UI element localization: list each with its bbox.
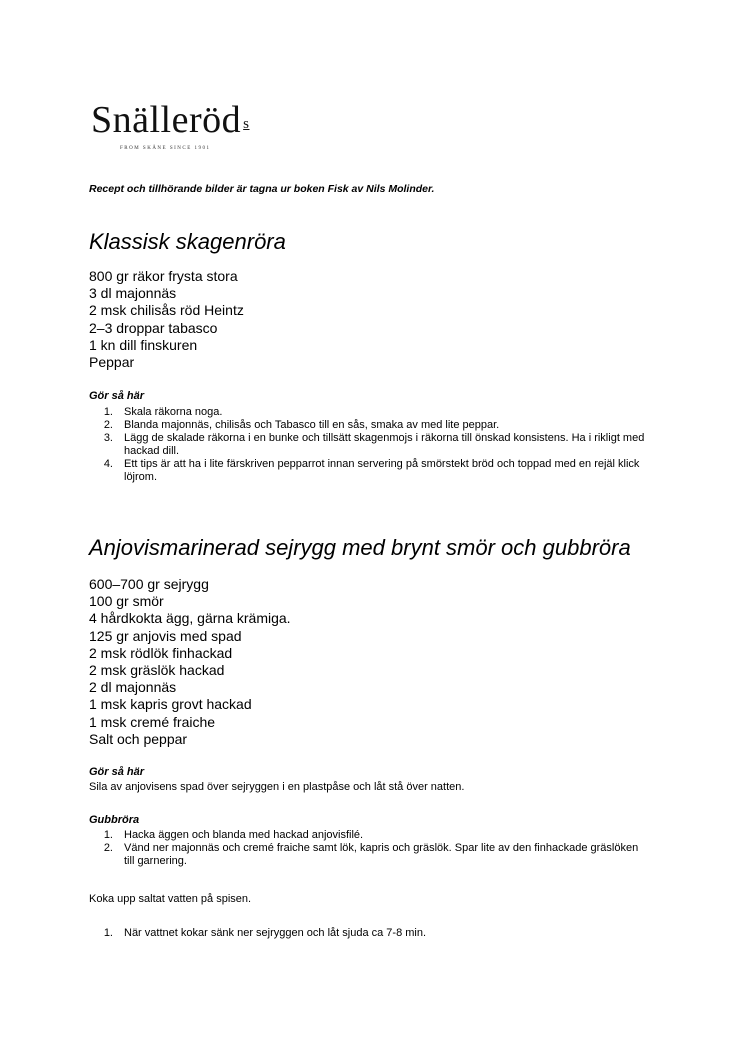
logo-suffix: s bbox=[243, 116, 250, 132]
ingredient-item: 1 msk kapris grovt hackad bbox=[89, 696, 252, 713]
ingredient-item: Peppar bbox=[89, 354, 135, 371]
recipe1-method-heading: Gör så här bbox=[89, 390, 145, 402]
ingredient-item: 2–3 droppar tabasco bbox=[89, 319, 218, 336]
ingredient-item: 1 kn dill finskuren bbox=[89, 336, 198, 353]
step-item: 2. Vänd ner majonnäs och cremé fraiche samt lök, kapris och gräslök. Spar lite av den finhackade gräslöken till garnering. bbox=[103, 842, 639, 867]
recipe2-title: Anjovismarinerad sejrygg med brynt smör och gubbröra bbox=[89, 535, 631, 560]
recipe1-ingredients bbox=[89, 268, 244, 371]
logo-tagline: FROM SKÅNE SINCE 1901 bbox=[120, 146, 211, 151]
ingredient-item: 1 msk cremé fraiche bbox=[89, 713, 216, 730]
ingredient-item: 2 msk gräslök hackad bbox=[89, 662, 225, 679]
step-item: 4. Ett tips är att ha i lite färskriven pepparrot innan servering på smörstekt bröd och toppad med en rejäl klick löjrom. bbox=[103, 458, 640, 483]
gubbrora-heading: Gubbröra bbox=[89, 814, 140, 826]
recipe1-title: Klassisk skagenröra bbox=[89, 229, 286, 254]
step-item: 3. Lägg de skalade räkorna i en bunke och tillsätt skagenmojs i räkorna till önskad konsistens. Ha i rikligt med hackad dill. bbox=[103, 432, 645, 457]
brand-logo bbox=[91, 100, 249, 151]
logo-wordmark: Snälleröd s bbox=[91, 99, 250, 141]
ingredient-item: 2 dl majonnäs bbox=[89, 679, 177, 696]
ingredient-item: 800 gr räkor frysta stora bbox=[89, 268, 238, 284]
source-note: Recept och tillhörande bilder är tagna ur boken Fisk av Nils Molinder. bbox=[89, 183, 435, 195]
step-item: 2. Blanda majonnäs, chilisås och Tabasco till en sås, smaka av med lite peppar. bbox=[103, 419, 500, 431]
gubbrora-steps bbox=[91, 829, 651, 868]
ingredient-item: 2 msk rödlök finhackad bbox=[89, 644, 233, 661]
ingredient-item: 3 dl majonnäs bbox=[89, 285, 177, 302]
step-item: 1. När vattnet kokar sänk ner sejryggen och låt sjuda ca 7-8 min. bbox=[103, 927, 427, 939]
step-item: 1. Hacka äggen och blanda med hackad anjovisfilé. bbox=[103, 829, 364, 841]
step-item: 1. Skala räkorna noga. bbox=[103, 406, 223, 418]
recipe2-method-heading: Gör så här bbox=[89, 766, 145, 778]
ingredient-item: 4 hårdkokta ägg, gärna krämiga. bbox=[89, 610, 291, 627]
recipe1-steps bbox=[91, 406, 651, 484]
boil-text: Koka upp saltat vatten på spisen. bbox=[89, 893, 252, 905]
boil-steps bbox=[91, 927, 651, 940]
ingredient-item: 125 gr anjovis med spad bbox=[89, 627, 242, 644]
ingredient-item: 100 gr smör bbox=[89, 593, 164, 610]
recipe2-ingredients bbox=[89, 576, 291, 748]
ingredient-item: 600–700 gr sejrygg bbox=[89, 576, 209, 592]
ingredient-item: Salt och peppar bbox=[89, 730, 188, 747]
recipe2-method-text: Sila av anjovisens spad över sejryggen i en plastpåse och låt stå över natten. bbox=[89, 781, 465, 793]
ingredient-item: 2 msk chilisås röd Heintz bbox=[89, 302, 244, 319]
